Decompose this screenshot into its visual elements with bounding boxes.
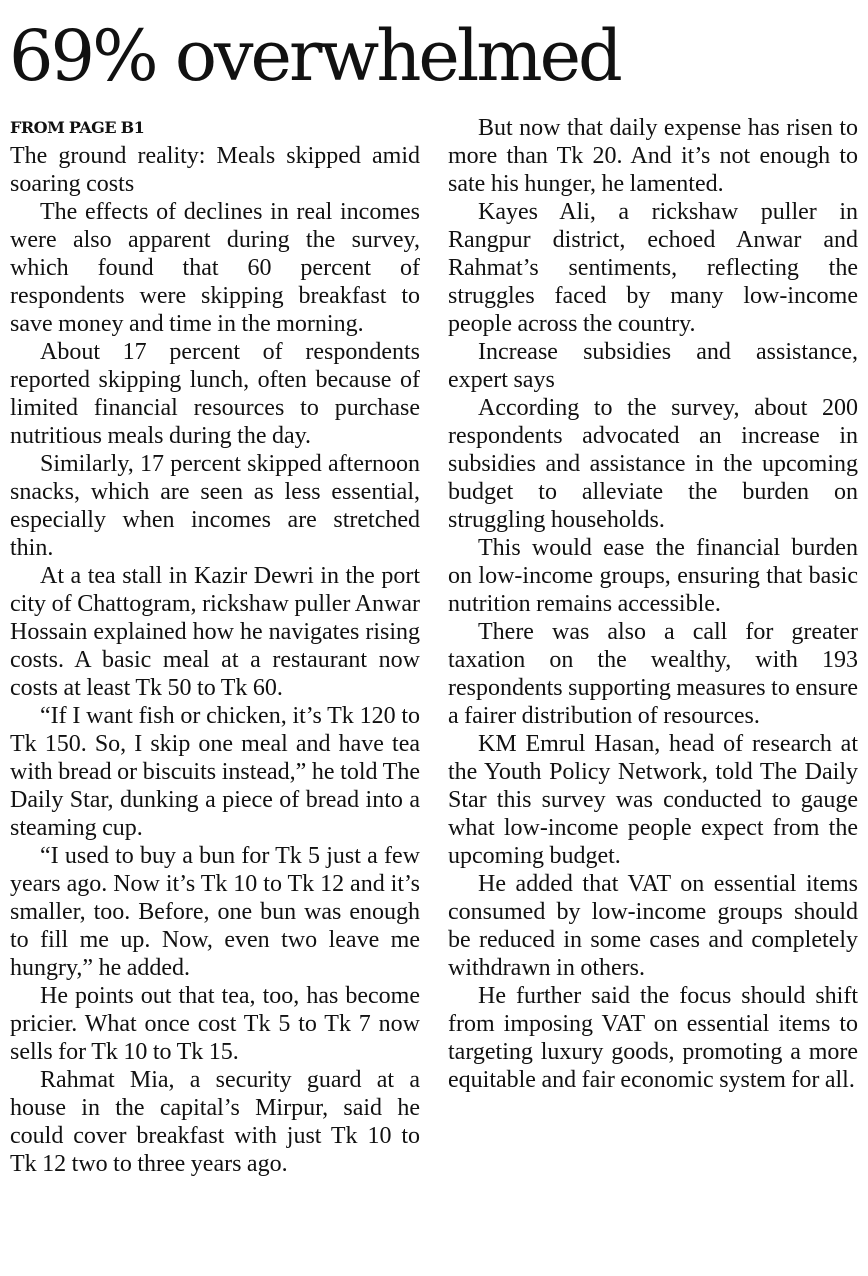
paragraph: But now that daily expense has risen to more than Tk 20. And it’s not enough to sate his hunger, he lamented. — [448, 115, 858, 197]
paragraph: This would ease the financial burden on low-income groups, ensuring that basic nutrition remains accessible. — [448, 535, 858, 617]
paragraph: He added that VAT on essential items consumed by low-income groups should be reduced in some cases and completely withdrawn in others. — [448, 871, 858, 981]
paragraph: There was also a call for greater taxation on the wealthy, with 193 respondents supporting measures to ensure a fairer distribution of resources. — [448, 619, 858, 729]
paragraph: Similarly, 17 percent skipped afternoon snacks, which are seen as less essential, especially when incomes are stretched thin. — [10, 451, 420, 561]
paragraph: The effects of declines in real incomes were also apparent during the survey, which found that 60 percent of respondents were skipping breakfast to save money and time in the morning. — [10, 199, 420, 337]
paragraph: “If I want fish or chicken, it’s Tk 120 to Tk 150. So, I skip one meal and have tea with bread or biscuits instead,” he told The Daily Star, dunking a piece of bread into a steaming cup. — [10, 703, 420, 841]
kicker: FROM PAGE B1 — [10, 118, 145, 137]
paragraph: “I used to buy a bun for Tk 5 just a few years ago. Now it’s Tk 10 to Tk 12 and it’s smaller, too. Before, one bun was enough to fill me up. Now, even two leave me hungry,” he added. — [10, 843, 420, 981]
left-column — [10, 114, 420, 1178]
paragraph: Rahmat Mia, a security guard at a house in the capital’s Mirpur, said he could cover breakfast with just Tk 10 to Tk 12 two to three years ago. — [10, 1067, 420, 1177]
right-column — [448, 114, 858, 1094]
paragraph: At a tea stall in Kazir Dewri in the port city of Chattogram, rickshaw puller Anwar Hossain explained how he navigates rising costs. A basic meal at a restaurant now costs at least Tk 50 to Tk 60. — [10, 563, 420, 701]
paragraph: He further said the focus should shift from imposing VAT on essential items to targeting luxury goods, promoting a more equitable and fair economic system for all. — [448, 983, 858, 1093]
subheading-ground-reality: The ground reality: Meals skipped amid soaring costs — [10, 143, 420, 197]
paragraph: According to the survey, about 200 respondents advocated an increase in subsidies and assistance in the upcoming budget to alleviate the burden on struggling households. — [448, 395, 858, 533]
subheading-subsidies: Increase subsidies and assistance, expert says — [448, 339, 858, 393]
paragraph: Kayes Ali, a rickshaw puller in Rangpur district, echoed Anwar and Rahmat’s sentiments, reflecting the struggles faced by many low-income people across the country. — [448, 199, 858, 337]
paragraph: KM Emrul Hasan, head of research at the Youth Policy Network, told The Daily Star this survey was conducted to gauge what low-income people expect from the upcoming budget. — [448, 731, 858, 869]
paragraph: He points out that tea, too, has become pricier. What once cost Tk 5 to Tk 7 now sells for Tk 10 to Tk 15. — [10, 983, 420, 1065]
paragraph: About 17 percent of respondents reported skipping lunch, often because of limited financial resources to purchase nutritious meals during the day. — [10, 339, 420, 449]
headline: 69% overwhelmed — [9, 15, 620, 97]
